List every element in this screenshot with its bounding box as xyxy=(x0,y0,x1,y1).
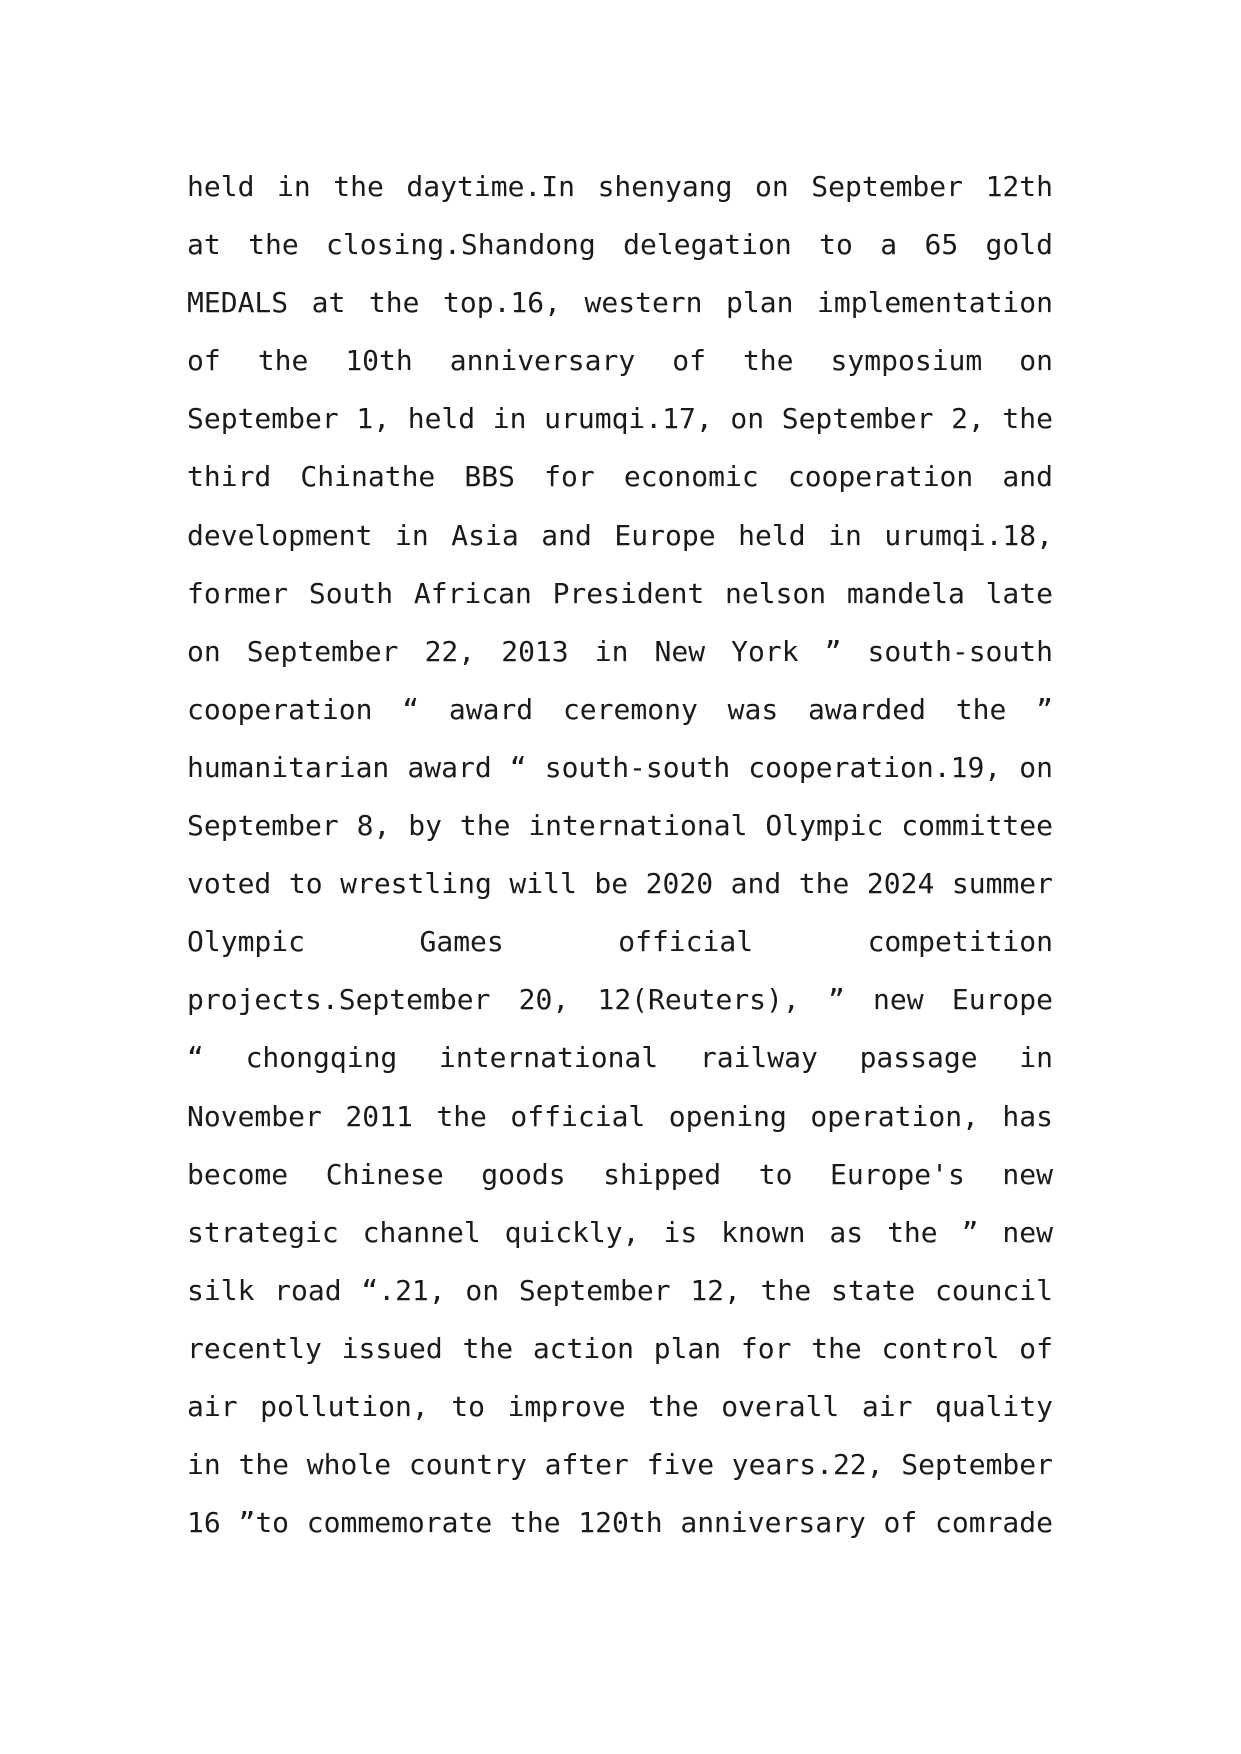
text-line: recently issued the action plan for the control of xyxy=(187,1331,1053,1365)
text-line: 16 ”to commemorate the 120th anniversary of comrade xyxy=(187,1506,1053,1540)
text-line: projects.September 20, 12(Reuters), ” new Europe xyxy=(187,983,1053,1017)
text-line: voted to wrestling will be 2020 and the 2024 summer xyxy=(187,867,1053,901)
text-line: September 1, held in urumqi.17, on September 2, the xyxy=(187,402,1053,436)
text-line: in the whole country after five years.22, September xyxy=(187,1448,1053,1482)
text-line: air pollution, to improve the overall air quality xyxy=(187,1389,1053,1423)
text-line: on September 22, 2013 in New York ” south-south xyxy=(187,634,1053,668)
text-line: held in the daytime.In shenyang on September 12th xyxy=(187,170,1053,203)
text-line: November 2011 the official opening operation, has xyxy=(187,1099,1053,1133)
text-line: strategic channel quickly, is known as the ” new xyxy=(187,1215,1053,1249)
body-text xyxy=(187,158,1053,1552)
text-line: MEDALS at the top.16, western plan implementation xyxy=(187,286,1053,320)
text-line: at the closing.Shandong delegation to a 65 gold xyxy=(187,228,1053,262)
text-line: former South African President nelson mandela late xyxy=(187,576,1053,610)
text-line: third Chinathe BBS for economic cooperation and xyxy=(187,460,1053,494)
text-line: silk road “.21, on September 12, the state council xyxy=(187,1273,1053,1307)
text-line: of the 10th anniversary of the symposium on xyxy=(187,344,1053,378)
text-line: development in Asia and Europe held in urumqi.18, xyxy=(187,518,1053,552)
text-line: humanitarian award “ south-south cooperation.19, on xyxy=(187,750,1053,784)
text-line: cooperation “ award ceremony was awarded the ” xyxy=(187,692,1053,726)
text-line: “ chongqing international railway passage in xyxy=(187,1041,1053,1075)
text-line: become Chinese goods shipped to Europe's new xyxy=(187,1157,1053,1191)
text-line: Olympic Games official competition xyxy=(187,925,1053,959)
text-line: September 8, by the international Olympic committee xyxy=(187,809,1053,843)
